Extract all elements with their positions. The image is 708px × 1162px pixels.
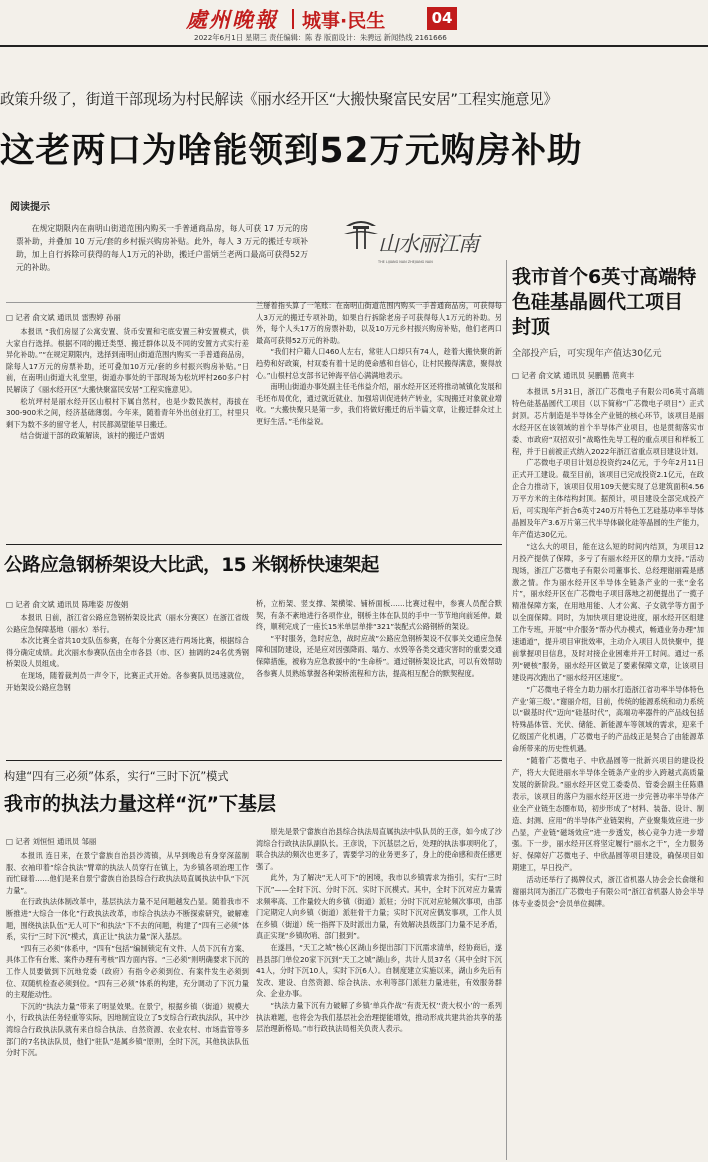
lead-col-1 [6,326,249,540]
law-top-rule [6,760,502,761]
side-byline: □ 记者 俞文斌 通讯员 吴鹏鹏 范爽丰 [512,371,635,380]
bridge-col-2 [256,598,502,752]
bridge-col2-p1: 桥，立桁架、竖支撑、架横梁、铺桥面板……比赛过程中，参赛人员配合默契，有条不紊地进行各项作业，钢桥主体在队员的手中一节节地向前延伸。最终，顺利完成了一座长15米单层单排“321”装配式公路钢桥的架设。 [256,599,502,632]
lead-col1-p2: 松坑坪村是丽水经开区山根村下属自然村，也是少数民族村，海拔在300-900米之间，经济基础薄弱。今年来，随着青年外出创业打工，村里只剩下为数不多的留守老人，村民都渴望能早日搬迁。 [6,396,249,429]
logo-subtext: THE LIJIANG NAN ZHEJIANG NAN [378,260,433,264]
digest-text: 在规定期限内在南明山街道范围内购买一手普通商品房，每人可获 17 万元的房票补助，并叠加 10 万元/套的乡村振兴购房补贴。此外，每人 3 万元的搬迁专项补助，加上自行拆除可获得的每人1万元的补助，搬迁户雷炳兰老两口最高可获得52万元的补助。 [16,224,308,272]
lijiang-logo [338,210,478,282]
side-body [512,386,704,1156]
lead-byline: □ 记者 俞文斌 通讯员 雷煦婷 孙丽 [6,313,121,322]
newspaper-logo: 處州晚報 [186,7,278,32]
law-col1-p3: “四有三必须”体系中，“四有”包括“编制锁定有文件、人员下沉有方案、具体工作有台账、案件办理有考核”四方面内容。“三必须”则明确要求下沉的工作人员要做到下沉地党委（政府）有指令必须到位、有案件发生必须到位、双随机检查必须到位。“四有三必须”体系的构建，充分调动了下沉力量的主观能动性。 [6,943,249,1000]
side-headline: 我市首个6英寸高端特色硅基晶圆代工项目封顶 [512,266,697,338]
law-col2-p4: “执法力量下沉有力破解了乡镇‘单兵作战’‘有责无权’‘责大权小’的一系列执法难题，也将会为我们基层社会治理提能增效，推动形成共建共治共享的基层治理新格局。”市行政执法局相关负责人表示。 [256,1000,502,1034]
lead-digest [16,222,308,282]
page-number: 04 [427,7,457,30]
law-col2-p2: 此外，为了解决“无人可下”的困境，我市以乡镇需求为指引，实行“三时下沉”——全时下沉、分时下沉、实时下沉模式。其中，全时下沉对应力量需求频率高、工作量较大的乡镇（街道）派驻；分时下沉对应轮频次事项，由部门定期定人向乡镇（街道）派驻骨干力量；实时下沉对应偶发事项，工作人员在乡镇（街道）统一指挥下及时派出力量，有效解决县级部门力量不足矛盾，真正实现“乡镇吹哨、部门报到”。 [256,873,502,941]
lead-col2-p2: “我们村户籍人口460人左右，常驻人口却只有74人，趁着大搬快聚的新趋势和好政策，村双委有着十足的使命感和自信心，让村民搬得满意，聚得放心。”山根村总支部书记钟海平信心满满地表示。 [256,347,502,380]
bridge-top-rule [6,544,502,545]
law-col1-p4: 下沉的“执法力量”带来了明显效果。在景宁，根据乡镇（街道）规模大小，行政执法任务轻重等实际，因地制宜设立了5支综合行政执法队，其中沙湾综合行政执法队就有来自综合执法、自然资源、农业农村、市场监管等多部门的7名执法队员，他们“驻队”是属乡镇“原则，全时下沉，其他执法队伍分时下沉。 [6,1001,249,1058]
law-col2-p3: 在遂昌，“天工之城”核心区湖山乡提出部门下沉需求清单，经协商后，遂昌县部门单位20家下沉到“天工之城”湖山乡，共计人员37名（其中全时下沉41人，分时下沉10人，实时下沉6人）。自制度建立实施以来，湖山乡先后有发改、建设、自然资源、综合执法、水利等部门派驻力量进驻，有效服务群众、企业办事。 [256,942,502,999]
bridge-col-1 [6,612,249,752]
law-col1-p1: 本报讯 连日来，在景宁畲族自治县沙湾镇，从早到晚总有身穿深蓝制服、衣袖印着“综合执法”臂章的执法人员穿行在镇上，为乡镇各项治理工作而忙碌着……他们是来自景宁畲族自治县综合行政执法局直属执法中队“下沉力量”。 [6,851,249,895]
lead-col-2 [256,300,502,540]
section-divider [292,9,294,29]
law-byline: □ 记者 刘恒恒 通讯员 邹丽 [6,837,97,846]
lead-col1-p3: 结合街道干部的政策解读，该村的搬迁户雷炳 [20,431,165,441]
law-col-1 [6,850,249,1156]
side-p4: “广芯微电子将全力助力丽水打造浙江省功率半导体特色产业‘第三级’。”谢丽介绍，目前，传统的能源系统和动力系统以“碳基时代”迈向“硅基时代”，高端功率器件的产品线包括特殊晶体管、光伏、储能、新能源车等领域的需求，迎来千亿级国产化机遇，广芯微电子的产品线正是契合了由能源革命所带来的历史性机遇。 [512,684,704,754]
side-p1: 本报讯 5月31日，浙江广芯微电子有限公司6英寸高端特色硅基晶圆代工项目（以下简称“广芯微电子项目”）正式封顶。芯片制造是半导体全产业链的核心环节，该项目是丽水经开区在该领域的首个半导体产业项目，也是贯彻落实市委、市政府“双招双引”战略性先导工程的重点项目和样板工程，并于日前被正式纳入2022年浙江省重点项目建设计划。 [512,387,704,456]
logo-text: 山水丽江南 [378,232,478,256]
law-headline: 我市的执法力量这样“沉”下基层 [4,793,276,815]
lead-col2-p3: 南明山街道办事处副主任毛伟益介绍，丽水经开区还将推动城镇化发展和毛坯布局优化，通过就近就业、加强培训促进转产转业，实现搬迁对象就业增收。“大搬快聚只是第一步，我们将做好搬迁的后半篇文章，让搬迁群众过上更好生活。”毛伟益说。 [256,382,502,426]
side-p3: “这么大的项目，能在这么短的时间内结顶，为项目12月投产提供了保障，多亏了有丽水经开区的鼎力支持。”活动现场，浙江广芯微电子有限公司董事长、总经理谢丽霞是感激之情。作为丽水经开区半导体全链条产业的一张“金名片”，丽水经开区在广芯微电子项目落地之初便提出了一揽子精准保障方案，在用地用能、人才公寓、子女就学等方面予以全面保障。同时，为加快项目建设进度，丽水经开区组建工作专班，开展“中介服务”帮办代办模式，畅通业务办理“加速通道”，提升项目审批效率，主动介入项目人员快聚中，提前掌握项目信息，及时对接企业困难并开工时间。通过一系列“硬核”服务，丽水经开区做足了要素保障文章，让该项目建设再次跑出了“丽水经开区速度”。 [512,541,704,682]
masthead [0,0,708,44]
bridge-col1-p2: 本次比赛全省共10支队伍参赛，在每个分赛区进行两场比赛，根据综合得分确定成绩。此次丽水参赛队伍由全市各县（市、区）抽调的24名优秀钢桥架设人员组成。 [6,636,249,669]
bridge-col1-p3: 在现场，随着裁判员一声令下，比赛正式开始。各参赛队员迅速就位，开始架设公路应急钢 [6,670,249,692]
masthead-info: 2022年6月1日 星期三 责任编辑：陈 春 版面设计：朱骋远 新闻热线 2161666 [194,33,447,42]
section-title: 城事·民生 [302,10,386,32]
bridge-byline: □ 记者 俞文斌 通讯员 陈唯姿 厉俊娟 [6,600,129,609]
side-subhead: 全部投产后，可实现年产值达30亿元 [512,348,662,359]
law-col1-p2: 在行政执法体制改革中，基层执法力量不足问题越发凸显。随着我市不断推进“大综合一体化”行政执法改革，市综合执法办不断探索研究，破解难题，围绕执法队伍“无人可下”和执法“下不去的问题，构建了“四有三必须”体系，实行“三时下沉”模式，真正让“执法力量”深入基层。 [6,897,249,942]
masthead-rule [0,45,708,47]
law-kicker: 构建“四有三必须”体系，实行“三时下沉”模式 [4,770,229,783]
bridge-headline: 公路应急钢桥架设大比武，15 米钢桥快速架起 [4,555,379,576]
bridge-col2-p2: “平时服务，急时应急，战时应战”公路应急钢桥架设不仅事关交通应急保障和国防建设，还是应对因强降雨、塌方、水毁等各类交通灾害时的重要交通保障措施，被称为应急救援中的“生命桥”。通过钢桥架设比武，可以有效帮助各参赛人员熟练掌握各种架桥流程和方法，提高相互配合的默契程度。 [256,633,502,678]
side-p5: “随着广芯微电子、中欣晶圆等一批新兴项目的建设投产，将大大促进丽水半导体全链条产业的步入跨越式高质量发展的新阶段。”丽水经开区党工委委员、管委会副主任陈鼎表示，该项目的落户为丽水经开区进一步完善功率半导体产业全产业链生态圈布局，初步形成了“材料、装备、设计、制造、封测、应用”的半导体产业链架构，产业聚集效应进一步凸显，产业链“磁场效应”进一步透发，核心竞争力进一步增强。下一步，丽水经开区将坚定履行“丽水之干”，全力服务好、保障好广芯微电子、中欣晶圆等项目建设，确保项目如期建工，早日投产。 [512,756,704,873]
lead-kicker: 政策升级了，街道干部现场为村民解读《丽水经开区“大搬快聚富民安居”工程实施意见》 [0,91,558,108]
side-column-divider [506,260,507,1160]
bridge-col1-p1: 本报讯 日前，浙江省公路应急钢桥架设比武（丽水分赛区）在浙江省级公路应急保障基地（丽水）举行。 [6,613,249,634]
side-p2: 广芯微电子项目计划总投资约24亿元，于今年2月11日正式开工建设。截至目前，该项目已完成投资2.1亿元，在政企合力推动下，该项目仅用109天便实现了总建筑面积4.56万平方米的主体结构封顶。据预计，项目建设全部完成投产后，可实现年产折合6英寸240万片特色工艺硅基功率半导体晶圆及年产3.6万片第三代半导体碳化硅等晶圆的生产能力，年产值达30亿元。 [512,458,704,539]
lead-col1-p1: 本报讯 “我们房屋了公寓安置、货币安置和宅底安置三种安置模式，供大家自行选择。根据不同的搬迁类型、搬迁群体以及不同的安置方式实行差异化补助。”“在规定期限内，选择到南明山街道范围内购买一手普通商品房，除每人17万元的房票补助，还可叠加10万元/套的乡村振兴购房补贴。”日前，在南明山街道大礼堂里，街道办事处的干部现场为松坑坪村260多户村民解读了《丽水经开区“大搬快聚富民安居”工程实施意见》。 [6,327,249,394]
digest-label: 阅读提示 [10,202,50,213]
lead-col2-p1: 兰掰着指头算了一笔账：在南明山街道范围内购买一手普通商品房，可获得每人3万元的搬迁专项补助，如果自行拆除老房子可获得每人1万元的补助。另外，每个人头17万的房票补助，以及10万元乡村振兴购房补贴，他们老两口最高可获得52万元的补助。 [256,301,502,345]
side-p6: 活动还举行了揭牌仪式，浙江省机器人协会会长俞继和谢丽共同为浙江广芯微电子有限公司“浙江省机器人协会半导体专业委员会”会员单位揭牌。 [512,875,704,908]
law-col-2 [256,826,502,1156]
law-col2-p1: 原先是景宁畲族自治县综合执法局直属执法中队队员的王彦，如今成了沙湾综合行政执法队副队长。王彦说，下沉基层之后，处理的执法事项明化了，联合执法的频次也更多了，需要学习的业务更多了，身上的使命感和责任感更强了。 [256,827,502,871]
lead-headline: 这老两口为啥能领到52万元购房补助 [0,131,583,171]
pavilion-icon [344,214,378,260]
